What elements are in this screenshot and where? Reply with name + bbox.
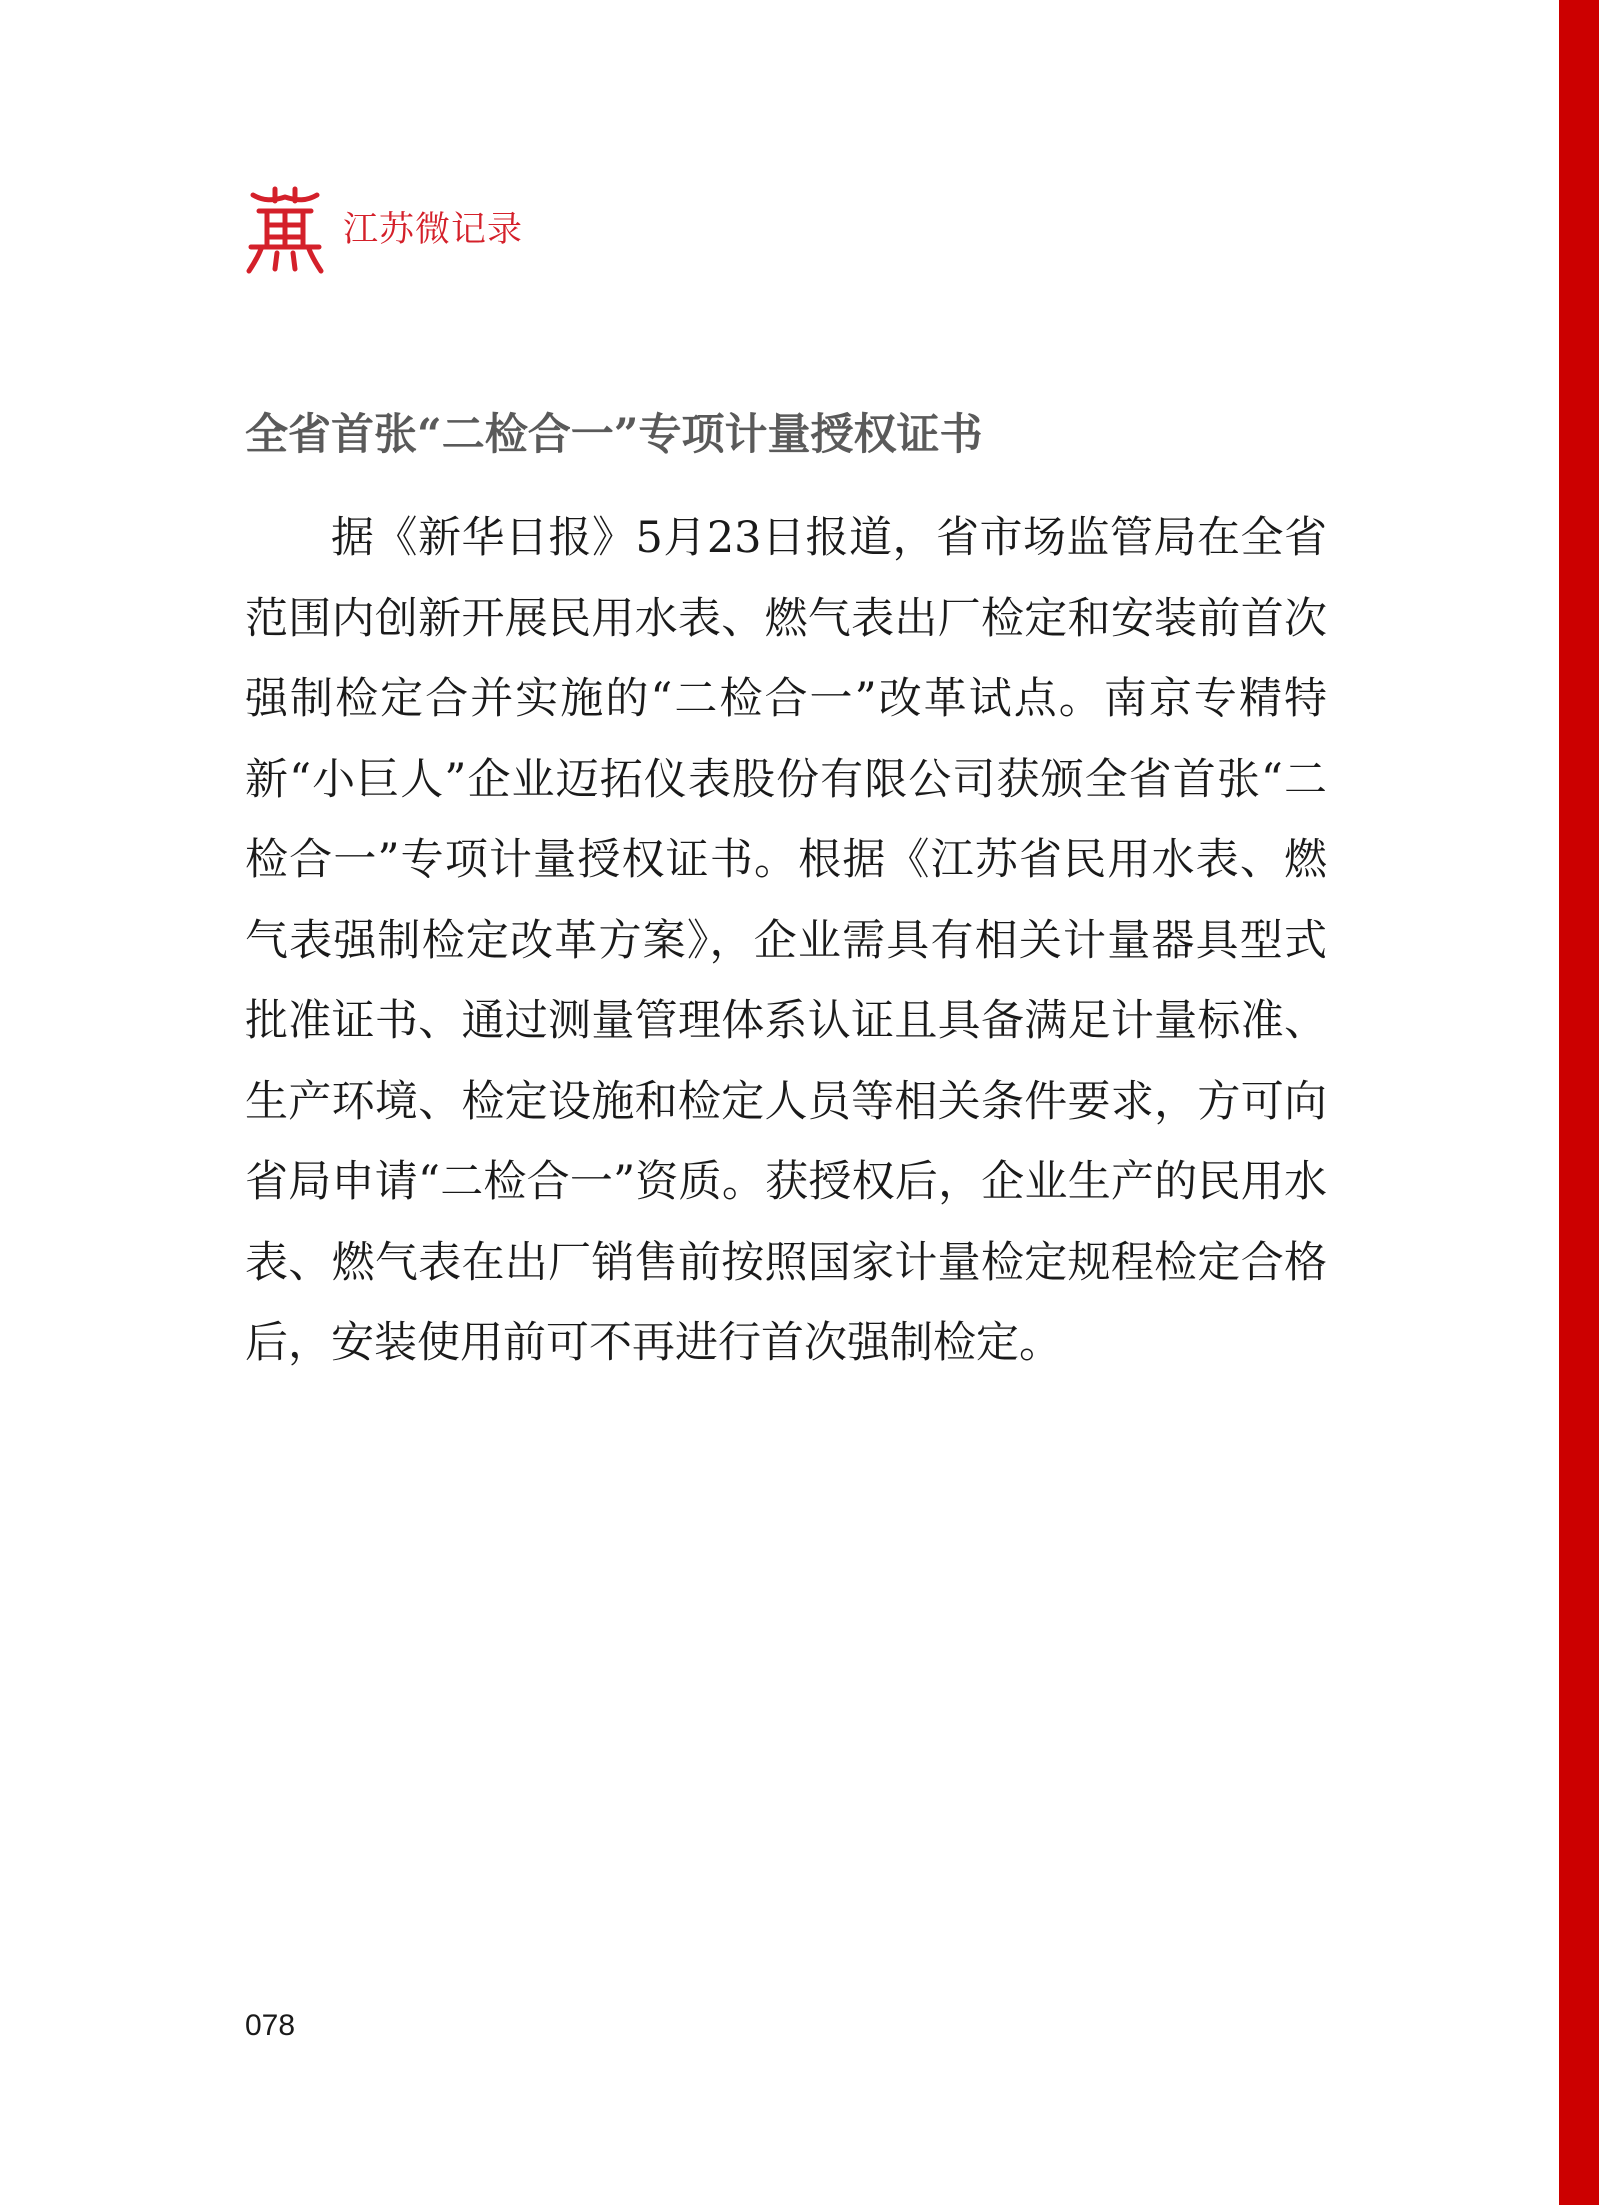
brand-header [245,185,523,275]
article-body: 据《新华日报》5月23日报道，省市场监管局在全省范围内创新开展民用水表、燃气表出厂检定和安装前首次强制检定合并实施的“二检合一”改革试点。南京专精特新“小巨人”企业迈拓仪表股份有限公司获颁全省首张“二检合一”专项计量授权证书。根据《江苏省民用水表、燃气表强制检定改革方案》，企业需具有相关计量器具型式批准证书、通过测量管理体系认证且具备满足计量标准、生产环境、检定设施和检定人员等相关条件要求，方可向省局申请“二检合一”资质。获授权后，企业生产的民用水表、燃气表在出厂销售前按照国家计量检定规程检定合格后，安装使用前可不再进行首次强制检定。 [245,513,1327,1368]
brand-name: 江苏微记录 [343,209,524,250]
red-seal-logo-icon [245,185,325,275]
article-title: 全省首张“二检合一”专项计量授权证书 [245,410,983,460]
red-side-stripe [1559,0,1599,2205]
page-number: 078 [245,2009,296,2042]
